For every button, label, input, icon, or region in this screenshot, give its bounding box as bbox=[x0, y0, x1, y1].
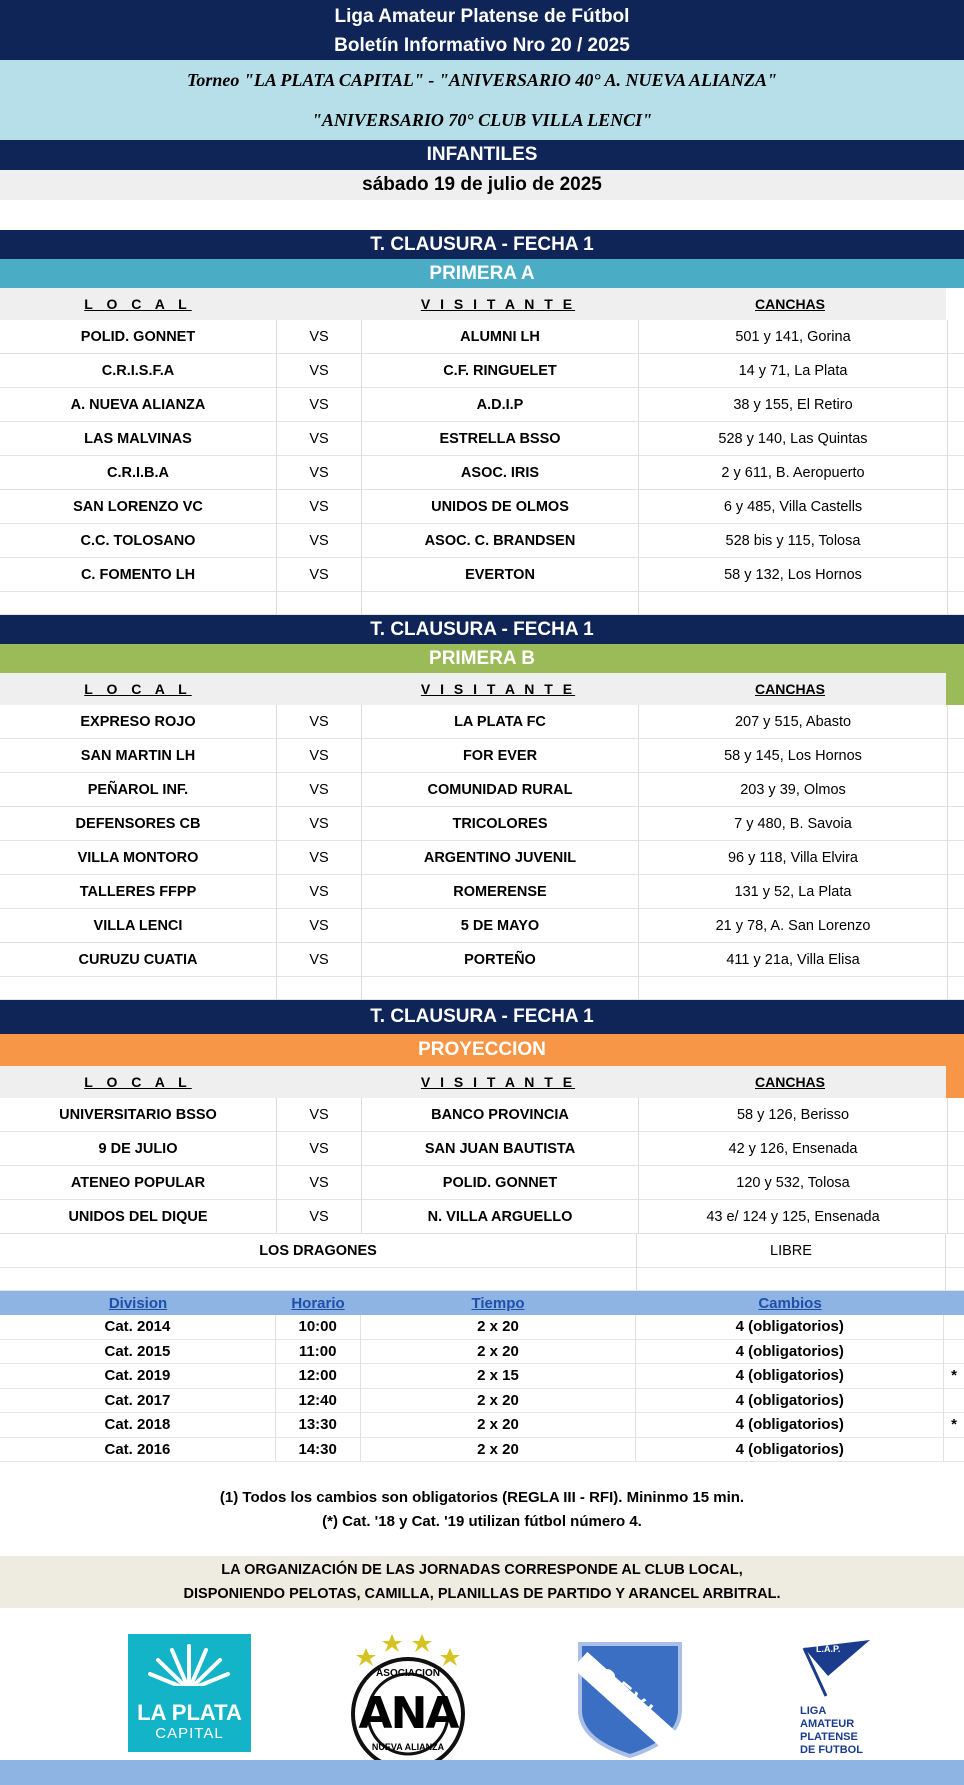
capital-text: CAPITAL bbox=[155, 1725, 224, 1742]
local-team: TALLERES FFPP bbox=[0, 875, 277, 908]
schedule-mark: * bbox=[951, 1416, 957, 1434]
spacer bbox=[0, 200, 964, 230]
vs-label: VS bbox=[277, 875, 362, 908]
visiting-team: C.F. RINGUELET bbox=[362, 354, 639, 387]
match-row bbox=[0, 739, 964, 773]
schedule-substitutions: 4 (obligatorios) bbox=[636, 1389, 944, 1413]
fecha-title-text: T. CLAUSURA - FECHA 1 bbox=[370, 618, 594, 640]
schedule-substitutions: 4 (obligatorios) bbox=[636, 1413, 944, 1437]
schedule-col-horario: Horario bbox=[291, 1294, 345, 1312]
match-row bbox=[0, 705, 964, 739]
match-row bbox=[0, 1166, 964, 1200]
visiting-team: A.D.I.P bbox=[362, 388, 639, 421]
local-team: UNIDOS DEL DIQUE bbox=[0, 1200, 277, 1233]
spacer bbox=[0, 1534, 964, 1556]
ana-center-text: ANA bbox=[358, 1688, 458, 1739]
empty-row bbox=[0, 592, 964, 615]
match-list-proyeccion bbox=[0, 1098, 964, 1234]
schedule-col-tiempo: Tiempo bbox=[471, 1294, 525, 1312]
match-list-primera-a bbox=[0, 320, 964, 592]
visiting-team: BANCO PROVINCIA bbox=[362, 1098, 639, 1131]
schedule-table bbox=[0, 1315, 964, 1462]
schedule-time: 11:00 bbox=[276, 1340, 361, 1364]
visiting-team: POLID. GONNET bbox=[362, 1166, 639, 1199]
schedule-mark bbox=[944, 1315, 964, 1339]
schedule-time: 12:40 bbox=[276, 1389, 361, 1413]
fecha-title-text: T. CLAUSURA - FECHA 1 bbox=[370, 1006, 594, 1027]
bulletin-number-text: Boletín Informativo Nro 20 / 2025 bbox=[334, 35, 630, 56]
note-1: (1) Todos los cambios son obligatorios (REGLA III - RFI). Mininmo 15 min. bbox=[219, 1489, 745, 1506]
col-visitante: V I S I T A N T E bbox=[420, 681, 576, 697]
match-date bbox=[0, 170, 964, 200]
venue: 207 y 515, Abasto bbox=[639, 705, 948, 738]
schedule-duration: 2 x 20 bbox=[361, 1389, 637, 1413]
vs-label: VS bbox=[277, 807, 362, 840]
lap-flag-text: L.A.P. bbox=[816, 1644, 841, 1654]
local-team: C. FOMENTO LH bbox=[0, 558, 277, 591]
match-row bbox=[0, 1132, 964, 1166]
cfvl-text: C.F.V.L. bbox=[592, 1662, 669, 1732]
visiting-team: EVERTON bbox=[362, 558, 639, 591]
schedule-time: 13:30 bbox=[276, 1413, 361, 1437]
tournament-title bbox=[0, 60, 964, 100]
local-team: EXPRESO ROJO bbox=[0, 705, 277, 738]
match-row bbox=[0, 490, 964, 524]
match-date-text: sábado 19 de julio de 2025 bbox=[362, 174, 602, 195]
venue: 58 y 145, Los Hornos bbox=[639, 739, 948, 772]
visiting-team: ESTRELLA BSSO bbox=[362, 422, 639, 455]
flag-icon bbox=[800, 1638, 890, 1698]
local-team: LAS MALVINAS bbox=[0, 422, 277, 455]
column-headers bbox=[0, 288, 964, 320]
lap-logo bbox=[800, 1638, 890, 1758]
visiting-team: ASOC. C. BRANDSEN bbox=[362, 524, 639, 557]
venue: 528 y 140, Las Quintas bbox=[639, 422, 948, 455]
match-row bbox=[0, 422, 964, 456]
libre-row bbox=[0, 1234, 964, 1268]
schedule-division: Cat. 2015 bbox=[0, 1340, 276, 1364]
match-row bbox=[0, 354, 964, 388]
vs-label: VS bbox=[277, 422, 362, 455]
fecha-title bbox=[0, 230, 964, 259]
venue: 21 y 78, A. San Lorenzo bbox=[639, 909, 948, 942]
local-team: VILLA LENCI bbox=[0, 909, 277, 942]
local-team: C.C. TOLOSANO bbox=[0, 524, 277, 557]
division-title-text: PROYECCION bbox=[418, 1039, 546, 1060]
lap-line-1: LIGA bbox=[800, 1705, 827, 1717]
schedule-duration: 2 x 20 bbox=[361, 1438, 637, 1462]
column-headers bbox=[0, 673, 964, 705]
schedule-substitutions: 4 (obligatorios) bbox=[636, 1438, 944, 1462]
venue: 96 y 118, Villa Elvira bbox=[639, 841, 948, 874]
lap-line-3: PLATENSE bbox=[800, 1731, 858, 1743]
division-title-proyeccion bbox=[0, 1034, 964, 1066]
venue: 58 y 132, Los Hornos bbox=[639, 558, 948, 591]
division-title-primera-b bbox=[0, 644, 964, 673]
visiting-team: ASOC. IRIS bbox=[362, 456, 639, 489]
vs-label: VS bbox=[277, 354, 362, 387]
match-row bbox=[0, 456, 964, 490]
visiting-team: ROMERENSE bbox=[362, 875, 639, 908]
venue: 528 bis y 115, Tolosa bbox=[639, 524, 948, 557]
visiting-team: N. VILLA ARGUELLO bbox=[362, 1200, 639, 1233]
vs-label: VS bbox=[277, 524, 362, 557]
schedule-row bbox=[0, 1438, 964, 1463]
division-title-primera-a bbox=[0, 259, 964, 288]
venue: 6 y 485, Villa Castells bbox=[639, 490, 948, 523]
local-team: SAN MARTIN LH bbox=[0, 739, 277, 772]
division-title-text: PRIMERA A bbox=[429, 262, 535, 284]
col-visitante: V I S I T A N T E bbox=[420, 296, 576, 312]
vs-label: VS bbox=[277, 705, 362, 738]
fecha-title bbox=[0, 1000, 964, 1034]
col-local: L O C A L bbox=[84, 681, 192, 697]
ana-top-text: ASOCIACION bbox=[376, 1668, 440, 1679]
local-team: VILLA MONTORO bbox=[0, 841, 277, 874]
fecha-title-text: T. CLAUSURA - FECHA 1 bbox=[370, 233, 594, 255]
visiting-team: ALUMNI LH bbox=[362, 320, 639, 353]
schedule-col-division: Division bbox=[108, 1294, 168, 1312]
vs-label: VS bbox=[277, 1132, 362, 1165]
venue: 38 y 155, El Retiro bbox=[639, 388, 948, 421]
schedule-row bbox=[0, 1340, 964, 1365]
header-edge bbox=[946, 673, 964, 705]
sponsor-logos bbox=[0, 1608, 964, 1778]
column-headers bbox=[0, 1066, 964, 1098]
visiting-team: COMUNIDAD RURAL bbox=[362, 773, 639, 806]
category-title-text: INFANTILES bbox=[426, 144, 538, 165]
visiting-team: TRICOLORES bbox=[362, 807, 639, 840]
schedule-time: 14:30 bbox=[276, 1438, 361, 1462]
match-row bbox=[0, 909, 964, 943]
local-team: UNIVERSITARIO BSSO bbox=[0, 1098, 277, 1131]
schedule-time: 10:00 bbox=[276, 1315, 361, 1339]
spacer bbox=[0, 1462, 964, 1486]
vs-label: VS bbox=[277, 1200, 362, 1233]
schedule-division: Cat. 2016 bbox=[0, 1438, 276, 1462]
match-row bbox=[0, 558, 964, 592]
visiting-team: UNIDOS DE OLMOS bbox=[362, 490, 639, 523]
organization-line-1: LA ORGANIZACIÓN DE LAS JORNADAS CORRESPONDE AL CLUB LOCAL, bbox=[221, 1562, 743, 1578]
visiting-team: FOR EVER bbox=[362, 739, 639, 772]
schedule-mark bbox=[944, 1340, 964, 1364]
vs-label: VS bbox=[277, 388, 362, 421]
vs-label: VS bbox=[277, 943, 362, 976]
header-edge bbox=[946, 288, 964, 320]
visiting-team: SAN JUAN BAUTISTA bbox=[362, 1132, 639, 1165]
la-plata-text: LA PLATA bbox=[137, 1700, 242, 1725]
schedule-division: Cat. 2017 bbox=[0, 1389, 276, 1413]
schedule-mark bbox=[944, 1438, 964, 1462]
visiting-team: ARGENTINO JUVENIL bbox=[362, 841, 639, 874]
vs-label: VS bbox=[277, 558, 362, 591]
match-row bbox=[0, 524, 964, 558]
empty-row bbox=[0, 977, 964, 1000]
schedule-division: Cat. 2018 bbox=[0, 1413, 276, 1437]
venue: 14 y 71, La Plata bbox=[639, 354, 948, 387]
footer-bar bbox=[0, 1760, 964, 1785]
vs-label: VS bbox=[277, 1166, 362, 1199]
la-plata-capital-logo bbox=[128, 1634, 251, 1752]
tournament-subtitle-text: "ANIVERSARIO 70° CLUB VILLA LENCI" bbox=[311, 109, 653, 130]
schedule-division: Cat. 2019 bbox=[0, 1364, 276, 1388]
empty-row bbox=[0, 1268, 964, 1291]
venue: 42 y 126, Ensenada bbox=[639, 1132, 948, 1165]
local-team: CURUZU CUATIA bbox=[0, 943, 277, 976]
sun-rays-icon bbox=[128, 1634, 251, 1696]
schedule-substitutions: 4 (obligatorios) bbox=[636, 1364, 944, 1388]
match-row bbox=[0, 875, 964, 909]
schedule-mark bbox=[944, 1389, 964, 1413]
col-local: L O C A L bbox=[84, 296, 192, 312]
col-local: L O C A L bbox=[84, 1074, 192, 1090]
schedule-header bbox=[0, 1291, 964, 1315]
header-edge bbox=[946, 1066, 964, 1098]
col-canchas: CANCHAS bbox=[755, 296, 825, 312]
local-team: PEÑAROL INF. bbox=[0, 773, 277, 806]
match-row bbox=[0, 388, 964, 422]
schedule-duration: 2 x 20 bbox=[361, 1340, 637, 1364]
match-row bbox=[0, 773, 964, 807]
cfvl-shield-logo bbox=[576, 1640, 684, 1760]
ana-bottom-text: NUEVA ALIANZA bbox=[371, 1742, 445, 1752]
schedule-substitutions: 4 (obligatorios) bbox=[636, 1315, 944, 1339]
schedule-row bbox=[0, 1413, 964, 1438]
visiting-team: 5 DE MAYO bbox=[362, 909, 639, 942]
venue: 120 y 532, Tolosa bbox=[639, 1166, 948, 1199]
lap-line-2: AMATEUR bbox=[800, 1718, 855, 1730]
match-list-primera-b bbox=[0, 705, 964, 977]
vs-label: VS bbox=[277, 320, 362, 353]
local-team: DEFENSORES CB bbox=[0, 807, 277, 840]
match-row bbox=[0, 841, 964, 875]
venue: 2 y 611, B. Aeropuerto bbox=[639, 456, 948, 489]
organization-notice bbox=[0, 1556, 964, 1608]
league-name-text: Liga Amateur Platense de Fútbol bbox=[334, 6, 630, 27]
col-canchas: CANCHAS bbox=[755, 1074, 825, 1090]
col-visitante: V I S I T A N T E bbox=[420, 1074, 576, 1090]
venue: 7 y 480, B. Savoia bbox=[639, 807, 948, 840]
asociacion-nueva-alianza-logo bbox=[346, 1626, 470, 1766]
schedule-duration: 2 x 20 bbox=[361, 1315, 637, 1339]
col-canchas: CANCHAS bbox=[755, 681, 825, 697]
local-team: ATENEO POPULAR bbox=[0, 1166, 277, 1199]
schedule-row bbox=[0, 1364, 964, 1389]
schedule-row bbox=[0, 1389, 964, 1414]
vs-label: VS bbox=[277, 490, 362, 523]
libre-label: LIBRE bbox=[637, 1234, 946, 1267]
local-team: 9 DE JULIO bbox=[0, 1132, 277, 1165]
division-title-text: PRIMERA B bbox=[429, 647, 535, 669]
libre-team: LOS DRAGONES bbox=[0, 1234, 637, 1267]
match-row bbox=[0, 943, 964, 977]
fecha-title bbox=[0, 615, 964, 644]
schedule-duration: 2 x 20 bbox=[361, 1413, 637, 1437]
lap-text bbox=[800, 1705, 890, 1757]
schedule-duration: 2 x 15 bbox=[361, 1364, 637, 1388]
local-team: C.R.I.B.A bbox=[0, 456, 277, 489]
vs-label: VS bbox=[277, 773, 362, 806]
local-team: POLID. GONNET bbox=[0, 320, 277, 353]
match-row bbox=[0, 1200, 964, 1234]
venue: 501 y 141, Gorina bbox=[639, 320, 948, 353]
vs-label: VS bbox=[277, 739, 362, 772]
tournament-title-text: Torneo "LA PLATA CAPITAL" - "ANIVERSARIO 40° A. NUEVA ALIANZA" bbox=[187, 69, 777, 90]
schedule-division: Cat. 2014 bbox=[0, 1315, 276, 1339]
notes bbox=[0, 1486, 964, 1534]
schedule-substitutions: 4 (obligatorios) bbox=[636, 1340, 944, 1364]
note-2: (*) Cat. '18 y Cat. '19 utilizan fútbol número 4. bbox=[322, 1513, 642, 1530]
match-row bbox=[0, 1098, 964, 1132]
organization-line-2: DISPONIENDO PELOTAS, CAMILLA, PLANILLAS DE PARTIDO Y ARANCEL ARBITRAL. bbox=[183, 1586, 781, 1602]
local-team: A. NUEVA ALIANZA bbox=[0, 388, 277, 421]
match-row bbox=[0, 320, 964, 354]
schedule-col-cambios: Cambios bbox=[758, 1294, 822, 1312]
vs-label: VS bbox=[277, 1098, 362, 1131]
vs-label: VS bbox=[277, 841, 362, 874]
lap-line-4: DE FUTBOL bbox=[800, 1744, 863, 1756]
bulletin-number bbox=[0, 32, 964, 60]
league-name bbox=[0, 0, 964, 32]
match-row bbox=[0, 807, 964, 841]
venue: 43 e/ 124 y 125, Ensenada bbox=[639, 1200, 948, 1233]
category-title bbox=[0, 140, 964, 170]
venue: 58 y 126, Berisso bbox=[639, 1098, 948, 1131]
schedule-mark: * bbox=[951, 1367, 957, 1385]
visiting-team: LA PLATA FC bbox=[362, 705, 639, 738]
local-team: SAN LORENZO VC bbox=[0, 490, 277, 523]
vs-label: VS bbox=[277, 909, 362, 942]
schedule-time: 12:00 bbox=[276, 1364, 361, 1388]
venue: 203 y 39, Olmos bbox=[639, 773, 948, 806]
tournament-subtitle bbox=[0, 100, 964, 140]
visiting-team: PORTEÑO bbox=[362, 943, 639, 976]
venue: 131 y 52, La Plata bbox=[639, 875, 948, 908]
venue: 411 y 21a, Villa Elisa bbox=[639, 943, 948, 976]
local-team: C.R.I.S.F.A bbox=[0, 354, 277, 387]
schedule-row bbox=[0, 1315, 964, 1340]
vs-label: VS bbox=[277, 456, 362, 489]
